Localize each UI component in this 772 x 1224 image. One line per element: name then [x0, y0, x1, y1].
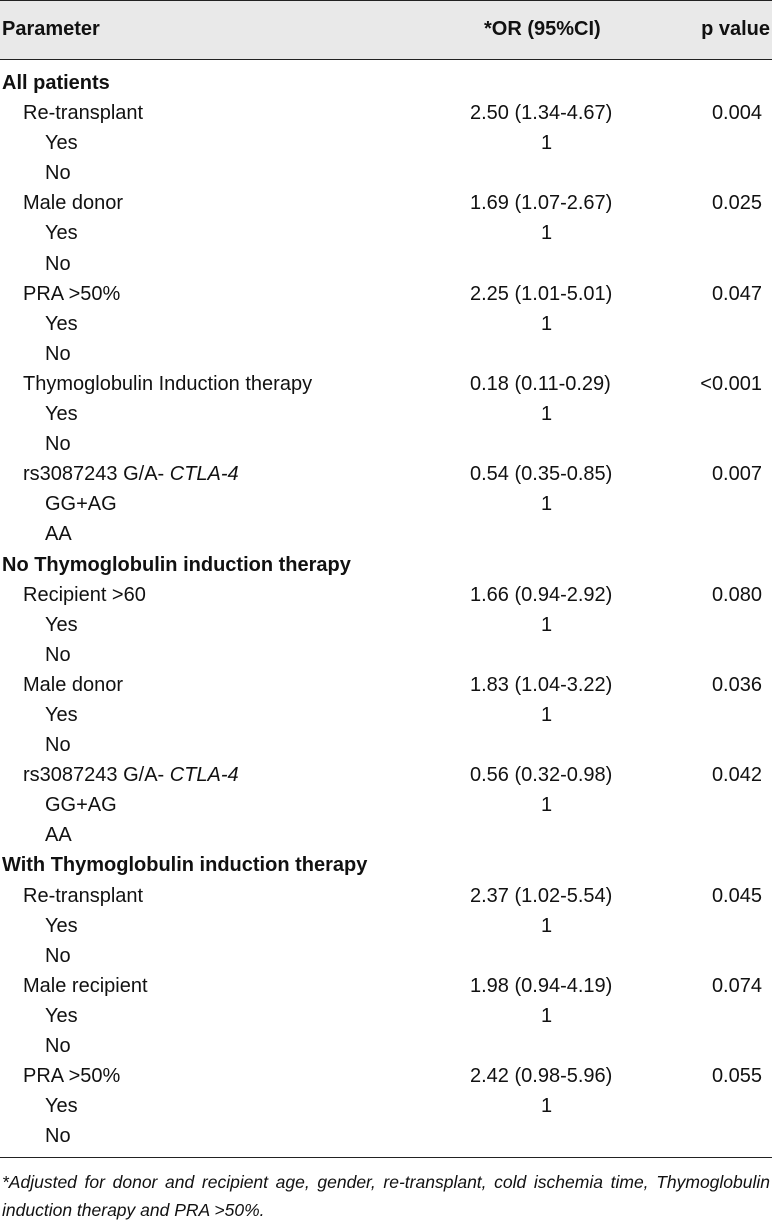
level-label: Yes — [45, 1095, 78, 1118]
p-value: 0.004 — [711, 102, 762, 125]
level-row — [0, 128, 772, 158]
section-title: All patients — [2, 72, 110, 94]
p-value: <0.001 — [700, 372, 762, 395]
section-row — [0, 850, 772, 880]
level-row — [0, 730, 772, 760]
level-row — [0, 489, 772, 519]
variable-gene-name: CTLA-4 — [169, 764, 239, 787]
variable-name: PRA >50% — [23, 282, 121, 305]
variable-row — [0, 971, 772, 1001]
level-label: No — [45, 944, 71, 967]
variable-name — [23, 760, 239, 790]
section-row — [0, 550, 772, 580]
level-label: Yes — [45, 703, 78, 726]
p-value: 0.074 — [711, 974, 762, 997]
level-label: Yes — [45, 132, 78, 155]
p-value: 0.047 — [711, 282, 762, 305]
level-row — [0, 1001, 772, 1031]
odds-ratio: 2.37 (1.02-5.54) — [470, 884, 613, 907]
reference-value: 1 — [541, 1095, 553, 1118]
odds-ratio: 1.69 (1.07-2.67) — [470, 192, 613, 215]
variable-name: Male recipient — [23, 974, 148, 997]
level-label: Yes — [45, 914, 78, 937]
level-label: No — [45, 643, 71, 666]
variable-row — [0, 670, 772, 700]
variable-row — [0, 459, 772, 489]
level-row — [0, 1091, 772, 1121]
table-footnote: *Adjusted for donor and recipient age, gender, re-transplant, cold ischemia time, Thymoglobulin induction therapy and PRA >50%. — [2, 1172, 770, 1221]
reference-value: 1 — [541, 613, 553, 636]
section-row — [0, 68, 772, 98]
level-row — [0, 790, 772, 820]
level-row — [0, 158, 772, 188]
reference-value: 1 — [541, 403, 553, 426]
variable-row — [0, 279, 772, 309]
odds-ratio: 1.98 (0.94-4.19) — [470, 974, 613, 997]
reference-value: 1 — [541, 794, 553, 817]
variable-name: Thymoglobulin Induction therapy — [23, 372, 313, 395]
variable-row — [0, 98, 772, 128]
level-label: AA — [45, 824, 72, 847]
odds-ratio: 1.83 (1.04-3.22) — [470, 673, 613, 696]
level-row — [0, 429, 772, 459]
level-row — [0, 1031, 772, 1061]
odds-ratio: 0.56 (0.32-0.98) — [470, 764, 613, 787]
reference-value: 1 — [541, 222, 553, 245]
section-title: No Thymoglobulin induction therapy — [2, 553, 351, 576]
variable-name — [23, 459, 239, 489]
table-body — [0, 60, 772, 1151]
level-row — [0, 610, 772, 640]
level-label: AA — [45, 523, 72, 546]
table-header — [0, 0, 772, 60]
level-label: No — [45, 342, 71, 365]
variable-row — [0, 188, 772, 218]
variable-name: Re-transplant — [23, 102, 144, 125]
level-label: Yes — [45, 403, 78, 426]
level-row — [0, 399, 772, 429]
level-label: No — [45, 252, 71, 275]
level-label: No — [45, 1035, 71, 1057]
variable-row — [0, 881, 772, 911]
variable-row — [0, 369, 772, 399]
odds-ratio: 0.18 (0.11-0.29) — [470, 372, 611, 395]
variable-name: PRA >50% — [23, 1065, 121, 1088]
reference-value: 1 — [541, 493, 553, 516]
level-label: Yes — [45, 613, 78, 636]
variable-gene-name: CTLA-4 — [169, 463, 239, 486]
odds-ratio: 2.50 (1.34-4.67) — [470, 102, 613, 125]
variable-row — [0, 580, 772, 610]
variable-row — [0, 1061, 772, 1091]
header-p-value: p value — [701, 18, 770, 40]
level-label: GG+AG — [45, 794, 117, 817]
level-row — [0, 820, 772, 850]
level-row — [0, 640, 772, 670]
level-row — [0, 339, 772, 369]
level-label: No — [45, 162, 71, 185]
p-value: 0.055 — [711, 1065, 762, 1088]
section-title: With Thymoglobulin induction therapy — [2, 854, 368, 877]
header-parameter: Parameter — [2, 18, 100, 40]
level-label: No — [45, 734, 71, 757]
level-label: Yes — [45, 1004, 78, 1027]
odds-ratio: 2.25 (1.01-5.01) — [470, 282, 613, 305]
p-value: 0.036 — [711, 673, 762, 696]
reference-value: 1 — [541, 312, 553, 335]
reference-value: 1 — [541, 914, 553, 937]
p-value: 0.045 — [711, 884, 762, 907]
variable-name: Male donor — [23, 673, 124, 696]
odds-ratio: 1.66 (0.94-2.92) — [470, 583, 613, 606]
variable-name-prefix: rs3087243 G/A- — [23, 764, 170, 787]
header-or: *OR (95%CI) — [484, 18, 601, 40]
p-value: 0.025 — [711, 192, 762, 215]
level-row — [0, 1121, 772, 1151]
variable-name: Re-transplant — [23, 884, 144, 907]
variable-name-prefix: rs3087243 G/A- — [23, 463, 170, 486]
p-value: 0.007 — [711, 463, 762, 486]
level-row — [0, 218, 772, 248]
variable-name: Male donor — [23, 192, 124, 215]
reference-value: 1 — [541, 1004, 553, 1027]
level-row — [0, 249, 772, 279]
variable-name: Recipient >60 — [23, 583, 146, 606]
odds-ratio: 0.54 (0.35-0.85) — [470, 463, 613, 486]
reference-value: 1 — [541, 703, 553, 726]
level-row — [0, 911, 772, 941]
level-row — [0, 700, 772, 730]
level-row — [0, 519, 772, 549]
level-label: GG+AG — [45, 493, 117, 516]
level-row — [0, 941, 772, 971]
level-label: Yes — [45, 312, 78, 335]
p-value: 0.080 — [711, 583, 762, 606]
level-label: No — [45, 433, 71, 456]
level-label: No — [45, 1125, 71, 1148]
variable-row — [0, 760, 772, 790]
p-value: 0.042 — [711, 764, 762, 787]
level-row — [0, 309, 772, 339]
odds-ratio: 2.42 (0.98-5.96) — [470, 1065, 613, 1088]
reference-value: 1 — [541, 132, 553, 155]
level-label: Yes — [45, 222, 78, 245]
